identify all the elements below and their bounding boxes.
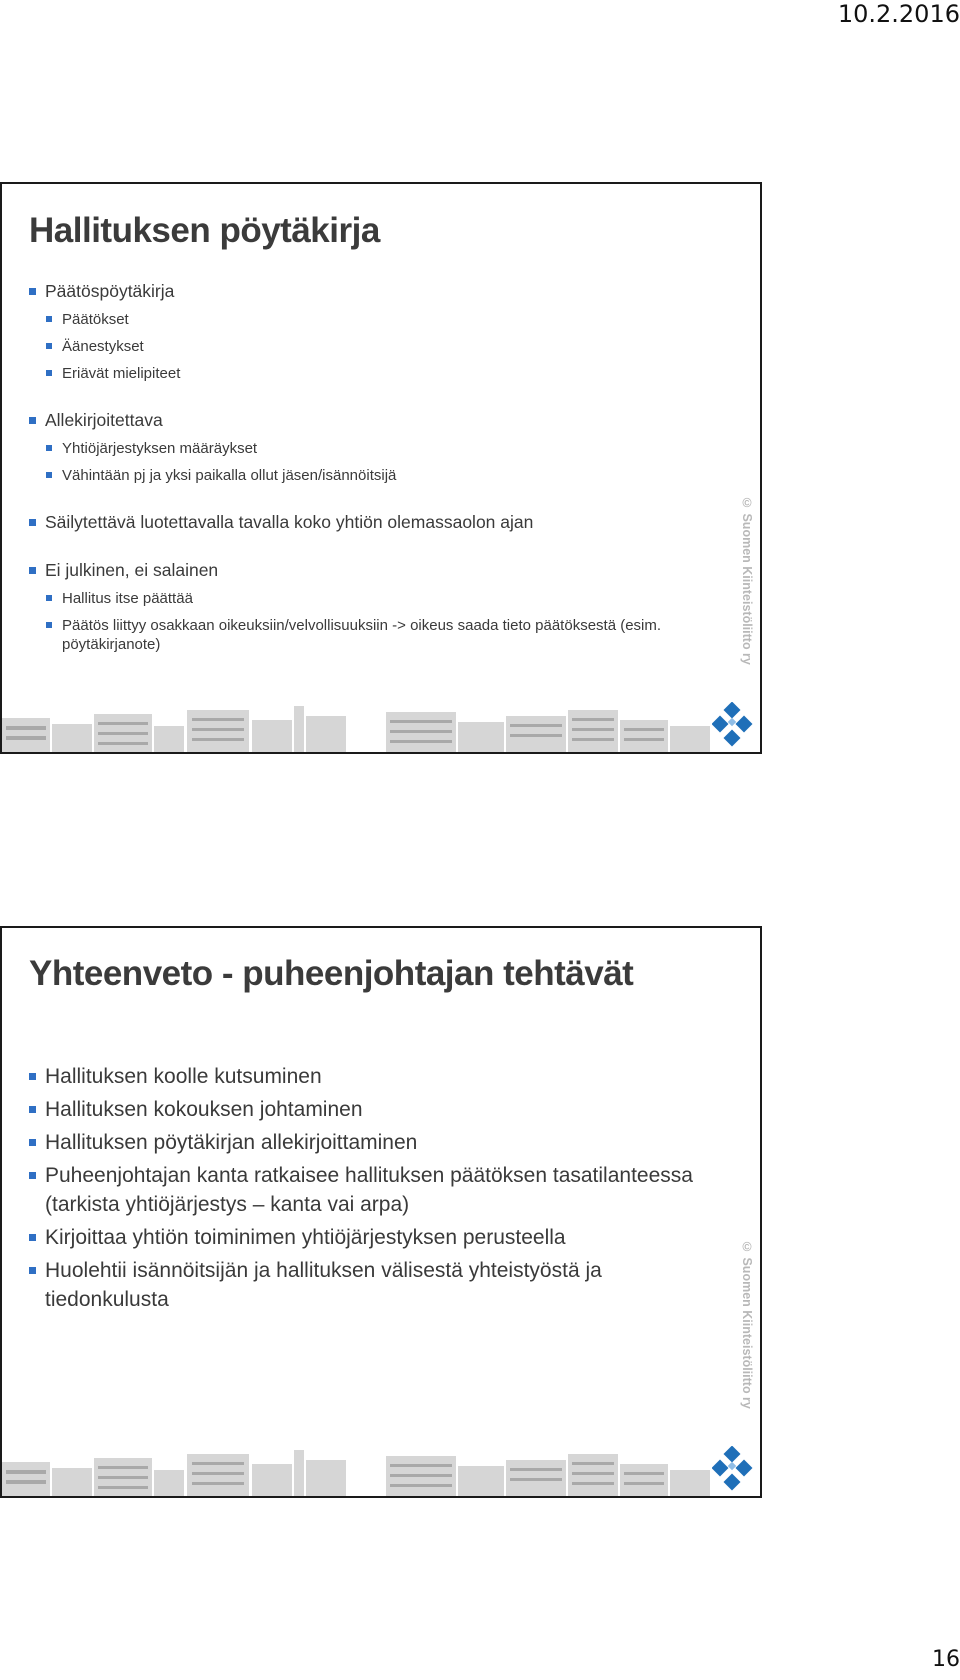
slide-title: Hallituksen pöytäkirja (29, 211, 380, 250)
list-item: Ei julkinen, ei salainen (29, 559, 700, 581)
kiinteistoliitto-logo-icon (712, 1446, 758, 1492)
slide-2 (0, 926, 762, 1498)
list-item: Päätökset (46, 310, 700, 329)
bullet-square-icon (29, 1139, 36, 1146)
kiinteistoliitto-logo-icon (712, 702, 758, 748)
list-item: Äänestykset (46, 337, 700, 356)
list-item: Allekirjoitettava (29, 409, 700, 431)
bullet-square-icon (29, 417, 36, 424)
list-item: Puheenjohtajan kanta ratkaisee hallituksen päätöksen tasatilanteessa (tarkista yhtiöjärjestys – kanta vai arpa) (29, 1161, 700, 1219)
bullet-square-icon (29, 1234, 36, 1241)
list-item: Kirjoittaa yhtiön toiminimen yhtiöjärjestyksen perusteella (29, 1223, 700, 1252)
list-item: Huolehtii isännöitsijän ja hallituksen välisestä yhteistyöstä ja tiedonkulusta (29, 1256, 700, 1314)
bullet-square-icon (29, 1172, 36, 1179)
bullet-square-icon (46, 472, 52, 478)
list-item: Hallituksen pöytäkirjan allekirjoittaminen (29, 1128, 700, 1157)
copyright-notice: © Suomen Kiinteistöliitto ry (740, 496, 754, 665)
list-item: Yhtiöjärjestyksen määräykset (46, 439, 700, 458)
page-number: 16 (932, 1647, 960, 1672)
bullet-square-icon (46, 343, 52, 349)
list-item: Hallitus itse päättää (46, 589, 700, 608)
copyright-notice: © Suomen Kiinteistöliitto ry (740, 1240, 754, 1409)
list-item: Eriävät mielipiteet (46, 364, 700, 383)
bullet-square-icon (46, 595, 52, 601)
bullet-square-icon (46, 445, 52, 451)
list-item: Hallituksen kokouksen johtaminen (29, 1095, 700, 1124)
page-date: 10.2.2016 (837, 0, 960, 28)
city-skyline-banner (2, 1450, 712, 1496)
list-item: Päätös liittyy osakkaan oikeuksiin/velvollisuuksiin -> oikeus saada tieto päätöksestä (esim. pöytäkirjanote) (46, 616, 700, 654)
bullet-list (29, 280, 700, 654)
bullet-square-icon (46, 622, 52, 628)
bullet-list (29, 1062, 700, 1318)
list-item: Hallituksen koolle kutsuminen (29, 1062, 700, 1091)
slide-title: Yhteenveto - puheenjohtajan tehtävät (29, 954, 634, 993)
bullet-square-icon (29, 1267, 36, 1274)
bullet-square-icon (29, 519, 36, 526)
city-skyline-banner (2, 706, 712, 752)
bullet-square-icon (46, 316, 52, 322)
list-item: Vähintään pj ja yksi paikalla ollut jäsen/isännöitsijä (46, 466, 700, 485)
slide-1 (0, 182, 762, 754)
list-item: Päätöspöytäkirja (29, 280, 700, 302)
bullet-square-icon (29, 288, 36, 295)
list-item: Säilytettävä luotettavalla tavalla koko yhtiön olemassaolon ajan (29, 511, 700, 533)
bullet-square-icon (46, 370, 52, 376)
bullet-square-icon (29, 567, 36, 574)
bullet-square-icon (29, 1106, 36, 1113)
bullet-square-icon (29, 1073, 36, 1080)
